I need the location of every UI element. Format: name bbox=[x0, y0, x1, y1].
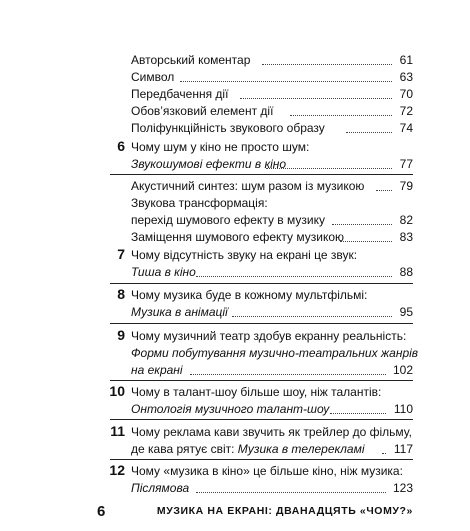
chapter-subtitle-line bbox=[131, 442, 365, 457]
toc-page-number: 95 bbox=[399, 305, 413, 319]
toc-page-number: 72 bbox=[399, 104, 413, 118]
chapter-title: Чому реклама кави звучить як трейлер до фільму, bbox=[131, 425, 412, 439]
toc-page-number: 61 bbox=[399, 53, 413, 67]
toc-page-number: 102 bbox=[392, 363, 413, 377]
chapter-subtitle: Форми побутування музично-театральних жанрів bbox=[131, 346, 419, 360]
chapter-number: 7 bbox=[117, 246, 125, 262]
leader-dots bbox=[180, 81, 392, 82]
leader-dots bbox=[332, 224, 392, 225]
toc-entry-label: Заміщення шумового ефекту музикою bbox=[131, 230, 345, 244]
chapter-subtitle: Музика в анімації bbox=[131, 305, 228, 319]
chapter-subtitle: Онтологія музичного талант-шоу bbox=[131, 402, 330, 416]
chapter-number: 12 bbox=[109, 462, 125, 478]
toc-entry-label: Поліфункційність звукового образу bbox=[131, 121, 325, 135]
leader-dots bbox=[196, 492, 386, 493]
leader-dots bbox=[330, 413, 386, 414]
chapter-title: Чому музика буде в кожному мультфільмі: bbox=[131, 288, 368, 302]
toc-entry-label: Передбачення дії bbox=[131, 87, 229, 101]
chapter-subtitle: Звукошумові ефекти в кіно bbox=[131, 157, 287, 171]
chapter-title: Чому відсутність звуку на екрані це звук: bbox=[131, 248, 358, 262]
toc-page-number: 70 bbox=[399, 87, 413, 101]
toc-page-number: 77 bbox=[399, 157, 413, 171]
chapter-title: Чому «музика в кіно» це більше кіно, ніж музика: bbox=[131, 464, 403, 478]
divider bbox=[110, 283, 413, 284]
leader-dots bbox=[290, 115, 392, 116]
toc-entry-label: Символ bbox=[131, 70, 175, 84]
divider bbox=[110, 459, 413, 460]
divider bbox=[110, 380, 413, 381]
divider bbox=[110, 323, 413, 324]
toc-entry-label: Авторський коментар bbox=[131, 53, 251, 67]
toc-entry-label: Обов’язковий елемент дії bbox=[131, 104, 274, 118]
chapter-subtitle: Тиша в кіно bbox=[131, 265, 196, 279]
leader-dots bbox=[376, 190, 392, 191]
leader-dots bbox=[346, 132, 392, 133]
chapter-subtitle: Музика в телерекламі bbox=[237, 442, 365, 456]
toc-page-number: 74 bbox=[399, 121, 413, 135]
chapter-subtitle: на екрані bbox=[131, 363, 183, 377]
chapter-number: 6 bbox=[117, 138, 125, 154]
leader-dots bbox=[262, 64, 392, 65]
chapter-subtitle: Післямова bbox=[131, 481, 190, 495]
leader-dots bbox=[240, 98, 392, 99]
chapter-title: Чому в талант-шоу більше шоу, ніж талантів: bbox=[131, 385, 382, 399]
leader-dots bbox=[266, 168, 392, 169]
chapter-number: 11 bbox=[110, 423, 125, 439]
leader-dots bbox=[340, 241, 392, 242]
leader-dots bbox=[232, 316, 392, 317]
leader-dots bbox=[190, 374, 386, 375]
chapter-title: Чому шум у кіно не просто шум: bbox=[131, 140, 310, 154]
toc-page-number: 82 bbox=[399, 213, 413, 227]
leader-dots bbox=[382, 453, 386, 454]
chapter-title: Чому музичний театр здобув екранну реальність: bbox=[131, 329, 407, 343]
toc-page-number: 123 bbox=[392, 481, 413, 495]
chapter-number: 8 bbox=[117, 286, 125, 302]
running-head: МУЗИКА НА ЕКРАНІ: ДВАНАДЦЯТЬ «ЧОМУ?» bbox=[156, 505, 413, 517]
toc-entry-label: Звукова трансформація: bbox=[131, 196, 268, 210]
toc-page-number: 79 bbox=[399, 179, 413, 193]
chapter-number: 10 bbox=[109, 383, 125, 399]
toc-page-number: 83 bbox=[399, 230, 413, 244]
leader-dots bbox=[196, 276, 392, 277]
toc-page-number: 110 bbox=[393, 402, 413, 416]
toc-page-number: 88 bbox=[399, 265, 413, 279]
chapter-subtitle-prefix: де кава рятує світ: bbox=[131, 442, 238, 456]
divider bbox=[110, 174, 413, 175]
divider bbox=[110, 419, 413, 420]
toc-entry-label: перехід шумового ефекту в музику bbox=[131, 213, 325, 227]
toc-page-number: 117 bbox=[393, 442, 413, 456]
page-folio: 6 bbox=[97, 503, 106, 520]
toc-page-number: 63 bbox=[399, 70, 413, 84]
chapter-number: 9 bbox=[117, 327, 125, 343]
toc-entry-label: Акустичний синтез: шум разом із музикою bbox=[131, 179, 365, 193]
